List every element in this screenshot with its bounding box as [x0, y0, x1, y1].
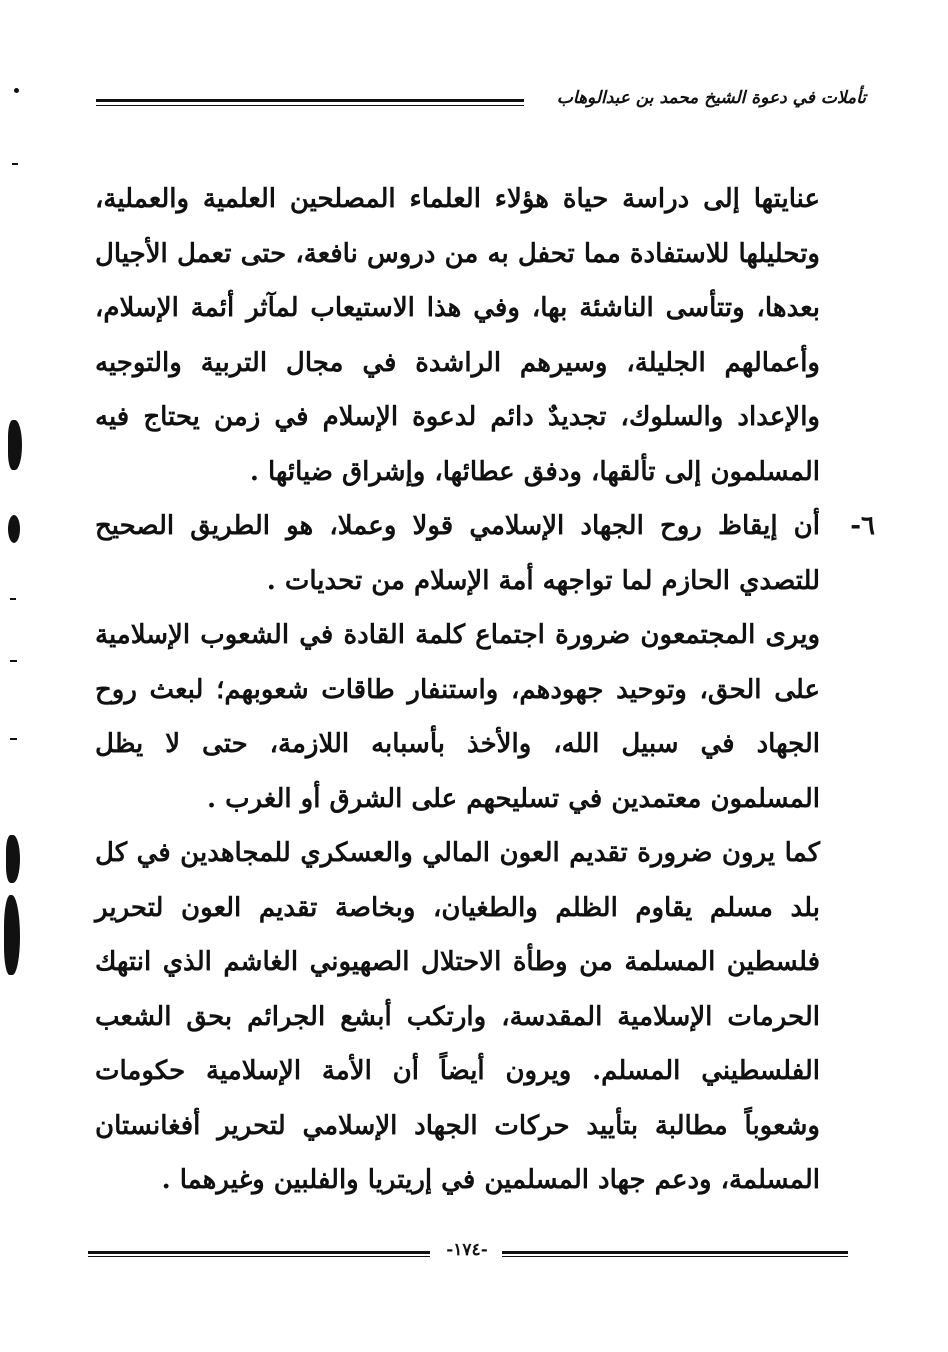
paragraph-item-6: أن إيقاظ روح الجهاد الإسلامي قولا وعملا، هو الطريق الصحيح للتصدي الحازم لما تواجهه أمة الإسلام من تحديات .	[95, 511, 820, 596]
paragraph-unity: ويرى المجتمعون ضرورة اجتماع كلمة القادة في الشعوب الإسلامية على الحق، وتوحيد جهودهم، واستنفار طاقات شعوبهم؛ لبعث روح الجهاد في سبيل الله، والأخذ بأسبابه اللازمة، حتى لا يظل المسلمون معتمدين في تسليحهم على الشرق أو الغرب .	[95, 620, 820, 814]
body-text	[95, 172, 875, 1208]
scan-mark	[6, 835, 20, 883]
scan-mark	[10, 660, 17, 662]
footer-rule-left	[88, 1251, 430, 1257]
item-number: ٦-	[850, 511, 875, 541]
scan-mark	[8, 420, 22, 470]
paragraph-support: كما يرون ضرورة تقديم العون المالي والعسكري للمجاهدين في كل بلد مسلم يقاوم الظلم والطغيان، وبخاصة تقديم العون لتحرير فلسطين المسلمة من وطأة الاحتلال الصهيوني الغاشم الذي انتهك الحرمات الإسلامية المقدسة، وارتكب أبشع الجرائم بحق الشعب الفلسطيني المسلم. ويرون أيضاً أن الأمة الإسلامية حكومات وشعوباً مطالبة بتأييد حركات الجهاد الإسلامي لتحرير أفغانستان المسلمة، ودعم جهاد المسلمين في إريتريا والفلبين وغيرهما .	[95, 838, 820, 1195]
numbered-item-6	[95, 499, 875, 608]
paragraph-continuation: عنايتها إلى دراسة حياة هؤلاء العلماء المصلحين العلمية والعملية، وتحليلها للاستفادة مما تحفل به من دروس نافعة، حتى تعمل الأجيال بعدها، وتتأسى الناشئة بها، وفي هذا الاستيعاب لمآثر أئمة الإسلام، وأعمالهم الجليلة، وسيرهم الراشدة في مجال التربية والتوجيه والإعداد والسلوك، تجديدٌ دائم لدعوة الإسلام في زمن يحتاج فيه المسلمون إلى تألقها، ودفق عطائها، وإشراق ضيائها .	[95, 184, 820, 487]
footer-rule-right	[502, 1251, 848, 1257]
running-header-title: تأملات في دعوة الشيخ محمد بن عبدالوهاب	[556, 88, 866, 108]
scan-mark	[12, 163, 18, 165]
header-rule	[96, 99, 524, 106]
scan-mark	[8, 515, 20, 543]
scan-mark	[14, 88, 19, 93]
scan-mark	[10, 598, 16, 600]
page-number: -١٧٤-	[446, 1240, 488, 1260]
scan-mark	[10, 738, 17, 740]
scan-mark	[4, 895, 20, 975]
